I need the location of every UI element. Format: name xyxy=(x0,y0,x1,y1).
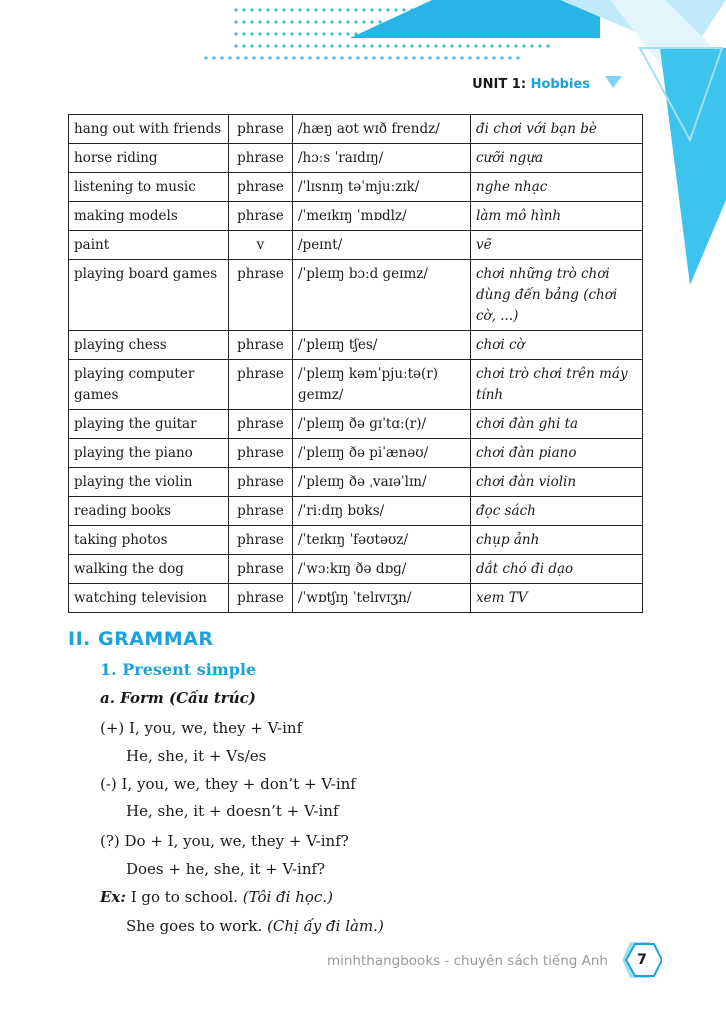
table-row xyxy=(69,202,643,231)
example-2-translation: (Chị ấy đi làm.) xyxy=(267,917,384,935)
vocab-meaning: chơi cờ xyxy=(471,331,643,360)
blue-triangle-large xyxy=(350,0,600,38)
vocab-meaning: dắt chó đi dạo xyxy=(471,555,643,584)
vocabulary-table-body xyxy=(69,115,643,613)
table-row xyxy=(69,260,643,331)
vocab-type: phrase xyxy=(229,115,293,144)
vocab-meaning: chụp ảnh xyxy=(471,526,643,555)
vocab-meaning: nghe nhạc xyxy=(471,173,643,202)
vocab-meaning: xem TV xyxy=(471,584,643,613)
vocab-word: horse riding xyxy=(69,144,229,173)
vocab-word: hang out with friends xyxy=(69,115,229,144)
vocab-word: playing the guitar xyxy=(69,410,229,439)
vocab-type: phrase xyxy=(229,202,293,231)
table-row xyxy=(69,439,643,468)
form-line-question: (?) Do + I, you, we, they + V-inf? xyxy=(100,832,349,850)
vocab-meaning: vẽ xyxy=(471,231,643,260)
form-line-positive: (+) I, you, we, they + V-inf xyxy=(100,719,303,737)
vocab-word: making models xyxy=(69,202,229,231)
form-line-question-third: Does + he, she, it + V-inf? xyxy=(126,860,326,878)
vocab-type: phrase xyxy=(229,144,293,173)
vocab-pronunciation: /ˈpleɪɪŋ bɔːd ɡeɪmz/ xyxy=(293,260,471,331)
table-row xyxy=(69,584,643,613)
vocab-pronunciation: /ˈpleɪɪŋ ðə piˈænəʊ/ xyxy=(293,439,471,468)
vocab-pronunciation: /hɔːs ˈraɪdɪŋ/ xyxy=(293,144,471,173)
unit-label: UNIT 1: xyxy=(472,77,527,92)
form-line-negative-third: He, she, it + doesn’t + V-inf xyxy=(126,802,339,820)
vocab-type: phrase xyxy=(229,360,293,410)
subsection-title-present-simple: 1. Present simple xyxy=(100,660,257,679)
example-2-text: She goes to work. xyxy=(126,917,268,935)
vocab-type: phrase xyxy=(229,468,293,497)
page-number: 7 xyxy=(637,952,647,968)
vocab-word: playing the violin xyxy=(69,468,229,497)
light-triangle xyxy=(560,0,726,55)
table-row xyxy=(69,115,643,144)
example-1-text: I go to school. xyxy=(125,888,243,906)
vocab-word: watching television xyxy=(69,584,229,613)
table-row xyxy=(69,360,643,410)
example-line-1 xyxy=(100,888,333,906)
vocab-word: playing the piano xyxy=(69,439,229,468)
vocab-type: phrase xyxy=(229,497,293,526)
footer-publisher: minhthangbooks - chuyên sách tiếng Anh xyxy=(326,953,608,969)
table-row xyxy=(69,526,643,555)
table-row xyxy=(69,468,643,497)
vocab-word: taking photos xyxy=(69,526,229,555)
vocab-pronunciation: /peɪnt/ xyxy=(293,231,471,260)
vocab-meaning: chơi đàn violin xyxy=(471,468,643,497)
unit-header xyxy=(472,77,590,92)
vocab-type: phrase xyxy=(229,555,293,584)
vocab-word: listening to music xyxy=(69,173,229,202)
triangle-outline xyxy=(640,48,722,140)
vocab-pronunciation: /ˈmeɪkɪŋ ˈmɒdlz/ xyxy=(293,202,471,231)
vocab-meaning: chơi đàn ghi ta xyxy=(471,410,643,439)
form-line-negative: (-) I, you, we, they + don’t + V-inf xyxy=(100,775,356,793)
vocab-meaning: đọc sách xyxy=(471,497,643,526)
vocabulary-table xyxy=(68,114,643,613)
small-triangle xyxy=(605,76,622,88)
vocab-type: phrase xyxy=(229,410,293,439)
vocab-pronunciation: /ˈteɪkɪŋ ˈfəʊtəʊz/ xyxy=(293,526,471,555)
section-title-grammar: II. GRAMMAR xyxy=(68,628,214,650)
vocab-type: phrase xyxy=(229,526,293,555)
vocab-word: playing computer games xyxy=(69,360,229,410)
vocab-meaning: chơi đàn piano xyxy=(471,439,643,468)
vocab-pronunciation: /ˈwɒtʃɪŋ ˈtelɪvɪʒn/ xyxy=(293,584,471,613)
vocab-pronunciation: /hæŋ aʊt wɪð frendz/ xyxy=(293,115,471,144)
vocab-pronunciation: /ˈpleɪɪŋ tʃes/ xyxy=(293,331,471,360)
vocab-pronunciation: /ˈpleɪɪŋ ðə ɡɪˈtɑː(r)/ xyxy=(293,410,471,439)
vocab-meaning: làm mô hình xyxy=(471,202,643,231)
vocab-meaning: cưỡi ngựa xyxy=(471,144,643,173)
unit-topic: Hobbies xyxy=(530,77,590,92)
vocab-meaning: chơi trò chơi trên máy tính xyxy=(471,360,643,410)
vocab-pronunciation: /ˈriːdɪŋ bʊks/ xyxy=(293,497,471,526)
table-row xyxy=(69,331,643,360)
vocab-type: phrase xyxy=(229,260,293,331)
vocab-word: reading books xyxy=(69,497,229,526)
vocab-word: walking the dog xyxy=(69,555,229,584)
vocab-type: phrase xyxy=(229,439,293,468)
vocab-word: playing board games xyxy=(69,260,229,331)
table-row xyxy=(69,173,643,202)
table-row xyxy=(69,497,643,526)
table-row xyxy=(69,231,643,260)
vocab-type: phrase xyxy=(229,173,293,202)
vocab-pronunciation: /ˈwɔːkɪŋ ðə dɒɡ/ xyxy=(293,555,471,584)
table-row xyxy=(69,144,643,173)
example-label: Ex: xyxy=(100,888,126,906)
vocab-type: v xyxy=(229,231,293,260)
vocab-type: phrase xyxy=(229,331,293,360)
table-row xyxy=(69,410,643,439)
vocab-word: playing chess xyxy=(69,331,229,360)
form-title: a. Form (Cấu trúc) xyxy=(100,689,256,707)
vocab-word: paint xyxy=(69,231,229,260)
table-row xyxy=(69,555,643,584)
example-1-translation: (Tôi đi học.) xyxy=(242,888,333,906)
vocab-pronunciation: /ˈpleɪɪŋ kəmˈpjuːtə(r) ɡeɪmz/ xyxy=(293,360,471,410)
form-line-positive-third: He, she, it + Vs/es xyxy=(126,747,267,765)
cyan-triangle-right xyxy=(660,48,726,285)
vocab-pronunciation: /ˈlɪsnɪŋ təˈmjuːzɪk/ xyxy=(293,173,471,202)
vocab-type: phrase xyxy=(229,584,293,613)
vocab-meaning: chơi những trò chơi dùng đến bảng (chơi cờ, ...) xyxy=(471,260,643,331)
vocab-pronunciation: /ˈpleɪɪŋ ðə ˌvaɪəˈlɪn/ xyxy=(293,468,471,497)
dot-pattern xyxy=(204,8,549,59)
vocab-meaning: đi chơi với bạn bè xyxy=(471,115,643,144)
example-line-2 xyxy=(126,917,384,935)
